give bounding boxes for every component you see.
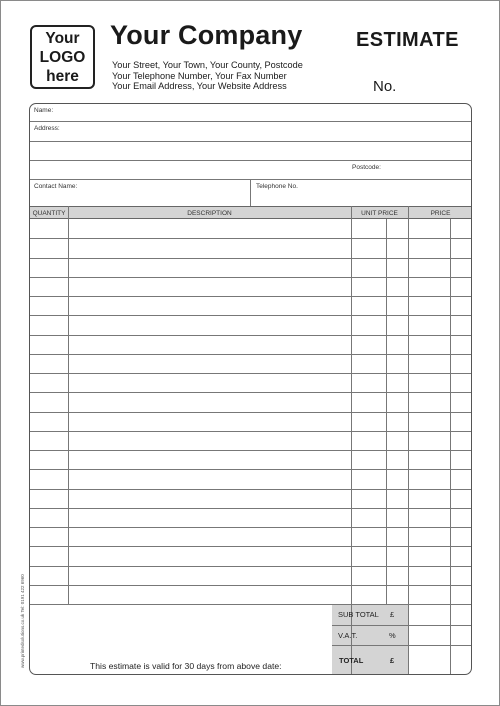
subtotal-divider bbox=[332, 625, 472, 626]
subtotal-currency: £ bbox=[390, 610, 395, 619]
price-pence-divider bbox=[450, 219, 451, 675]
contact-name-label: Contact Name: bbox=[34, 183, 78, 190]
estimate-number-label: No. bbox=[373, 78, 397, 95]
table-row bbox=[30, 354, 471, 355]
quantity-header: QUANTITY bbox=[32, 210, 66, 217]
logo-placeholder: Your LOGO here bbox=[30, 25, 95, 89]
company-address-line: Your Street, Your Town, Your County, Postcode bbox=[112, 60, 303, 70]
table-row bbox=[30, 315, 471, 316]
total-currency: £ bbox=[390, 656, 395, 665]
validity-note: This estimate is valid for 30 days from above date: bbox=[90, 661, 282, 671]
vat-divider bbox=[332, 645, 472, 646]
table-header bbox=[30, 206, 471, 219]
company-name: Your Company bbox=[110, 20, 303, 50]
name-label: Name: bbox=[34, 107, 54, 114]
table-row bbox=[30, 277, 471, 278]
unit-price-header: UNIT PRICE bbox=[361, 210, 398, 217]
company-contact-line: Your Telephone Number, Your Fax Number bbox=[112, 70, 287, 81]
table-row bbox=[30, 258, 471, 259]
telephone-label: Telephone No. bbox=[256, 183, 298, 190]
name-divider bbox=[30, 121, 471, 122]
address-line-2 bbox=[30, 160, 471, 161]
header-divider bbox=[351, 206, 352, 219]
table-row bbox=[30, 392, 471, 393]
unit-price-column-divider bbox=[408, 219, 409, 675]
table-row bbox=[30, 527, 471, 528]
subtotal-label: SUB TOTAL bbox=[338, 610, 379, 619]
table-row bbox=[30, 585, 471, 586]
header-divider bbox=[408, 206, 409, 219]
contact-divider bbox=[250, 179, 251, 206]
table-row bbox=[30, 566, 471, 567]
table-row bbox=[30, 296, 471, 297]
vat-label: V.A.T. bbox=[338, 631, 358, 640]
table-row bbox=[30, 412, 471, 413]
unit-price-pence-divider bbox=[386, 219, 387, 604]
postcode-label: Postcode: bbox=[352, 164, 381, 171]
quantity-column-divider bbox=[68, 219, 69, 604]
address-label: Address: bbox=[34, 125, 60, 132]
table-row bbox=[30, 450, 471, 451]
table-row bbox=[30, 335, 471, 336]
table-row bbox=[30, 546, 471, 547]
table-row bbox=[30, 469, 471, 470]
description-header: DESCRIPTION bbox=[187, 210, 232, 217]
price-header: PRICE bbox=[430, 210, 451, 217]
table-row bbox=[30, 373, 471, 374]
address-line-1 bbox=[30, 141, 471, 142]
totals-top-border bbox=[30, 604, 471, 605]
document-title: ESTIMATE bbox=[356, 29, 459, 51]
table-row bbox=[30, 508, 471, 509]
vat-percent: % bbox=[389, 631, 396, 640]
company-web-line: Your Email Address, Your Website Address bbox=[112, 81, 287, 91]
printer-credit: www.printedsolutions.co.uk Tel: 0191 422 6960 bbox=[20, 574, 25, 668]
estimate-form bbox=[29, 103, 472, 675]
header-divider bbox=[68, 206, 69, 219]
table-row bbox=[30, 431, 471, 432]
total-label: TOTAL bbox=[339, 656, 364, 665]
table-row bbox=[30, 489, 471, 490]
table-row bbox=[30, 238, 471, 239]
